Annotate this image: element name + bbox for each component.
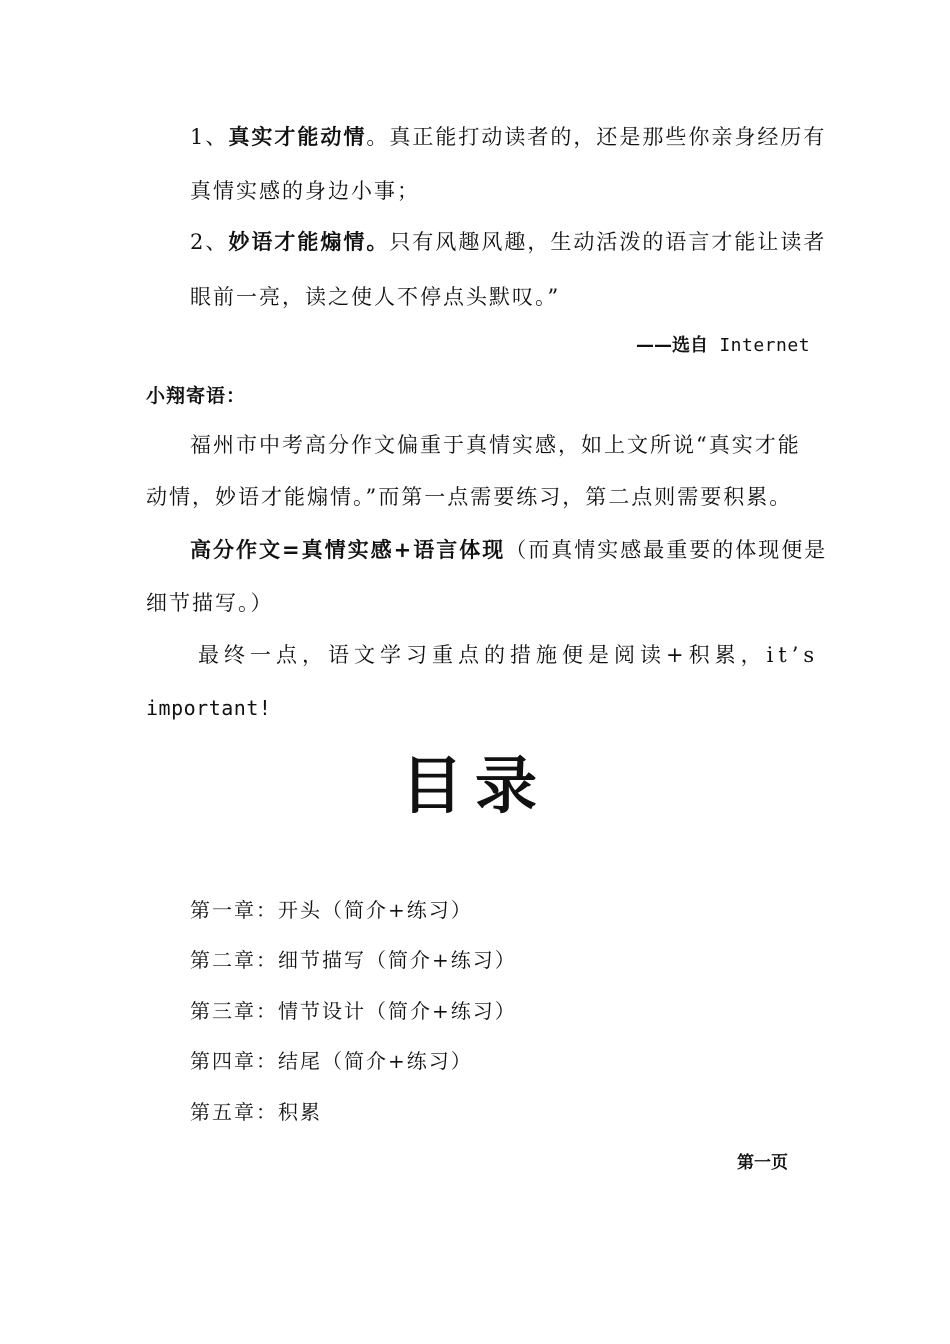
- toc-item-chapter-2: 第二章：细节描写（简介+练习）: [190, 948, 517, 972]
- toc-item-chapter-3: 第三章：情节设计（简介+练习）: [190, 999, 517, 1023]
- toc-item-chapter-4: 第四章：结尾（简介+练习）: [190, 1049, 473, 1073]
- source-attribution: [636, 331, 810, 361]
- message-heading: 小翔寄语：: [146, 385, 247, 407]
- point-2-line-2: 眼前一亮，读之使人不停点头默叹。”: [190, 285, 561, 309]
- point-2-text: 只有风趣风趣，生动活泼的语言才能让读者: [389, 230, 827, 254]
- message-para-2-line-2: 细节描写。）: [146, 591, 274, 615]
- toc-item-chapter-1: 第一章：开头（简介+练习）: [190, 898, 473, 922]
- message-para-3-line-2: important!: [146, 696, 272, 720]
- point-2-line-1: [190, 227, 826, 257]
- message-para-2-line-1: [190, 535, 827, 565]
- source-name: Internet: [708, 335, 811, 356]
- message-para-1-line-2: 动情，妙语才能煽情。”而第一点需要练习，第二点则需要积累。: [146, 485, 793, 509]
- source-prefix: ——选自: [636, 335, 708, 356]
- formula-bold: 高分作文=真情实感+语言体现: [190, 538, 506, 562]
- point-1-text: 。真正能打动读者的，还是那些你亲身经历有: [366, 125, 827, 149]
- toc-item-chapter-5: 第五章：积累: [190, 1100, 322, 1124]
- message-para-1-line-1: 福州市中考高分作文偏重于真情实感，如上文所说“真实才能: [190, 433, 801, 457]
- formula-explanation: （而真情实感最重要的体现便是: [505, 538, 828, 562]
- point-2-bold-title: 妙语才能煽情。: [228, 230, 390, 254]
- point-1-number: 1、: [190, 125, 229, 149]
- point-2-number: 2、: [190, 230, 229, 254]
- message-para-3-line-1: 最终一点，语文学习重点的措施便是阅读+积累，it’s: [198, 643, 820, 667]
- page-number: 第一页: [737, 1153, 788, 1173]
- point-1-bold-title: 真实才能动情: [228, 125, 367, 149]
- point-1-line-2: 真情实感的身边小事；: [190, 179, 420, 203]
- toc-title: 目录: [400, 749, 549, 822]
- point-1-line-1: [190, 122, 826, 152]
